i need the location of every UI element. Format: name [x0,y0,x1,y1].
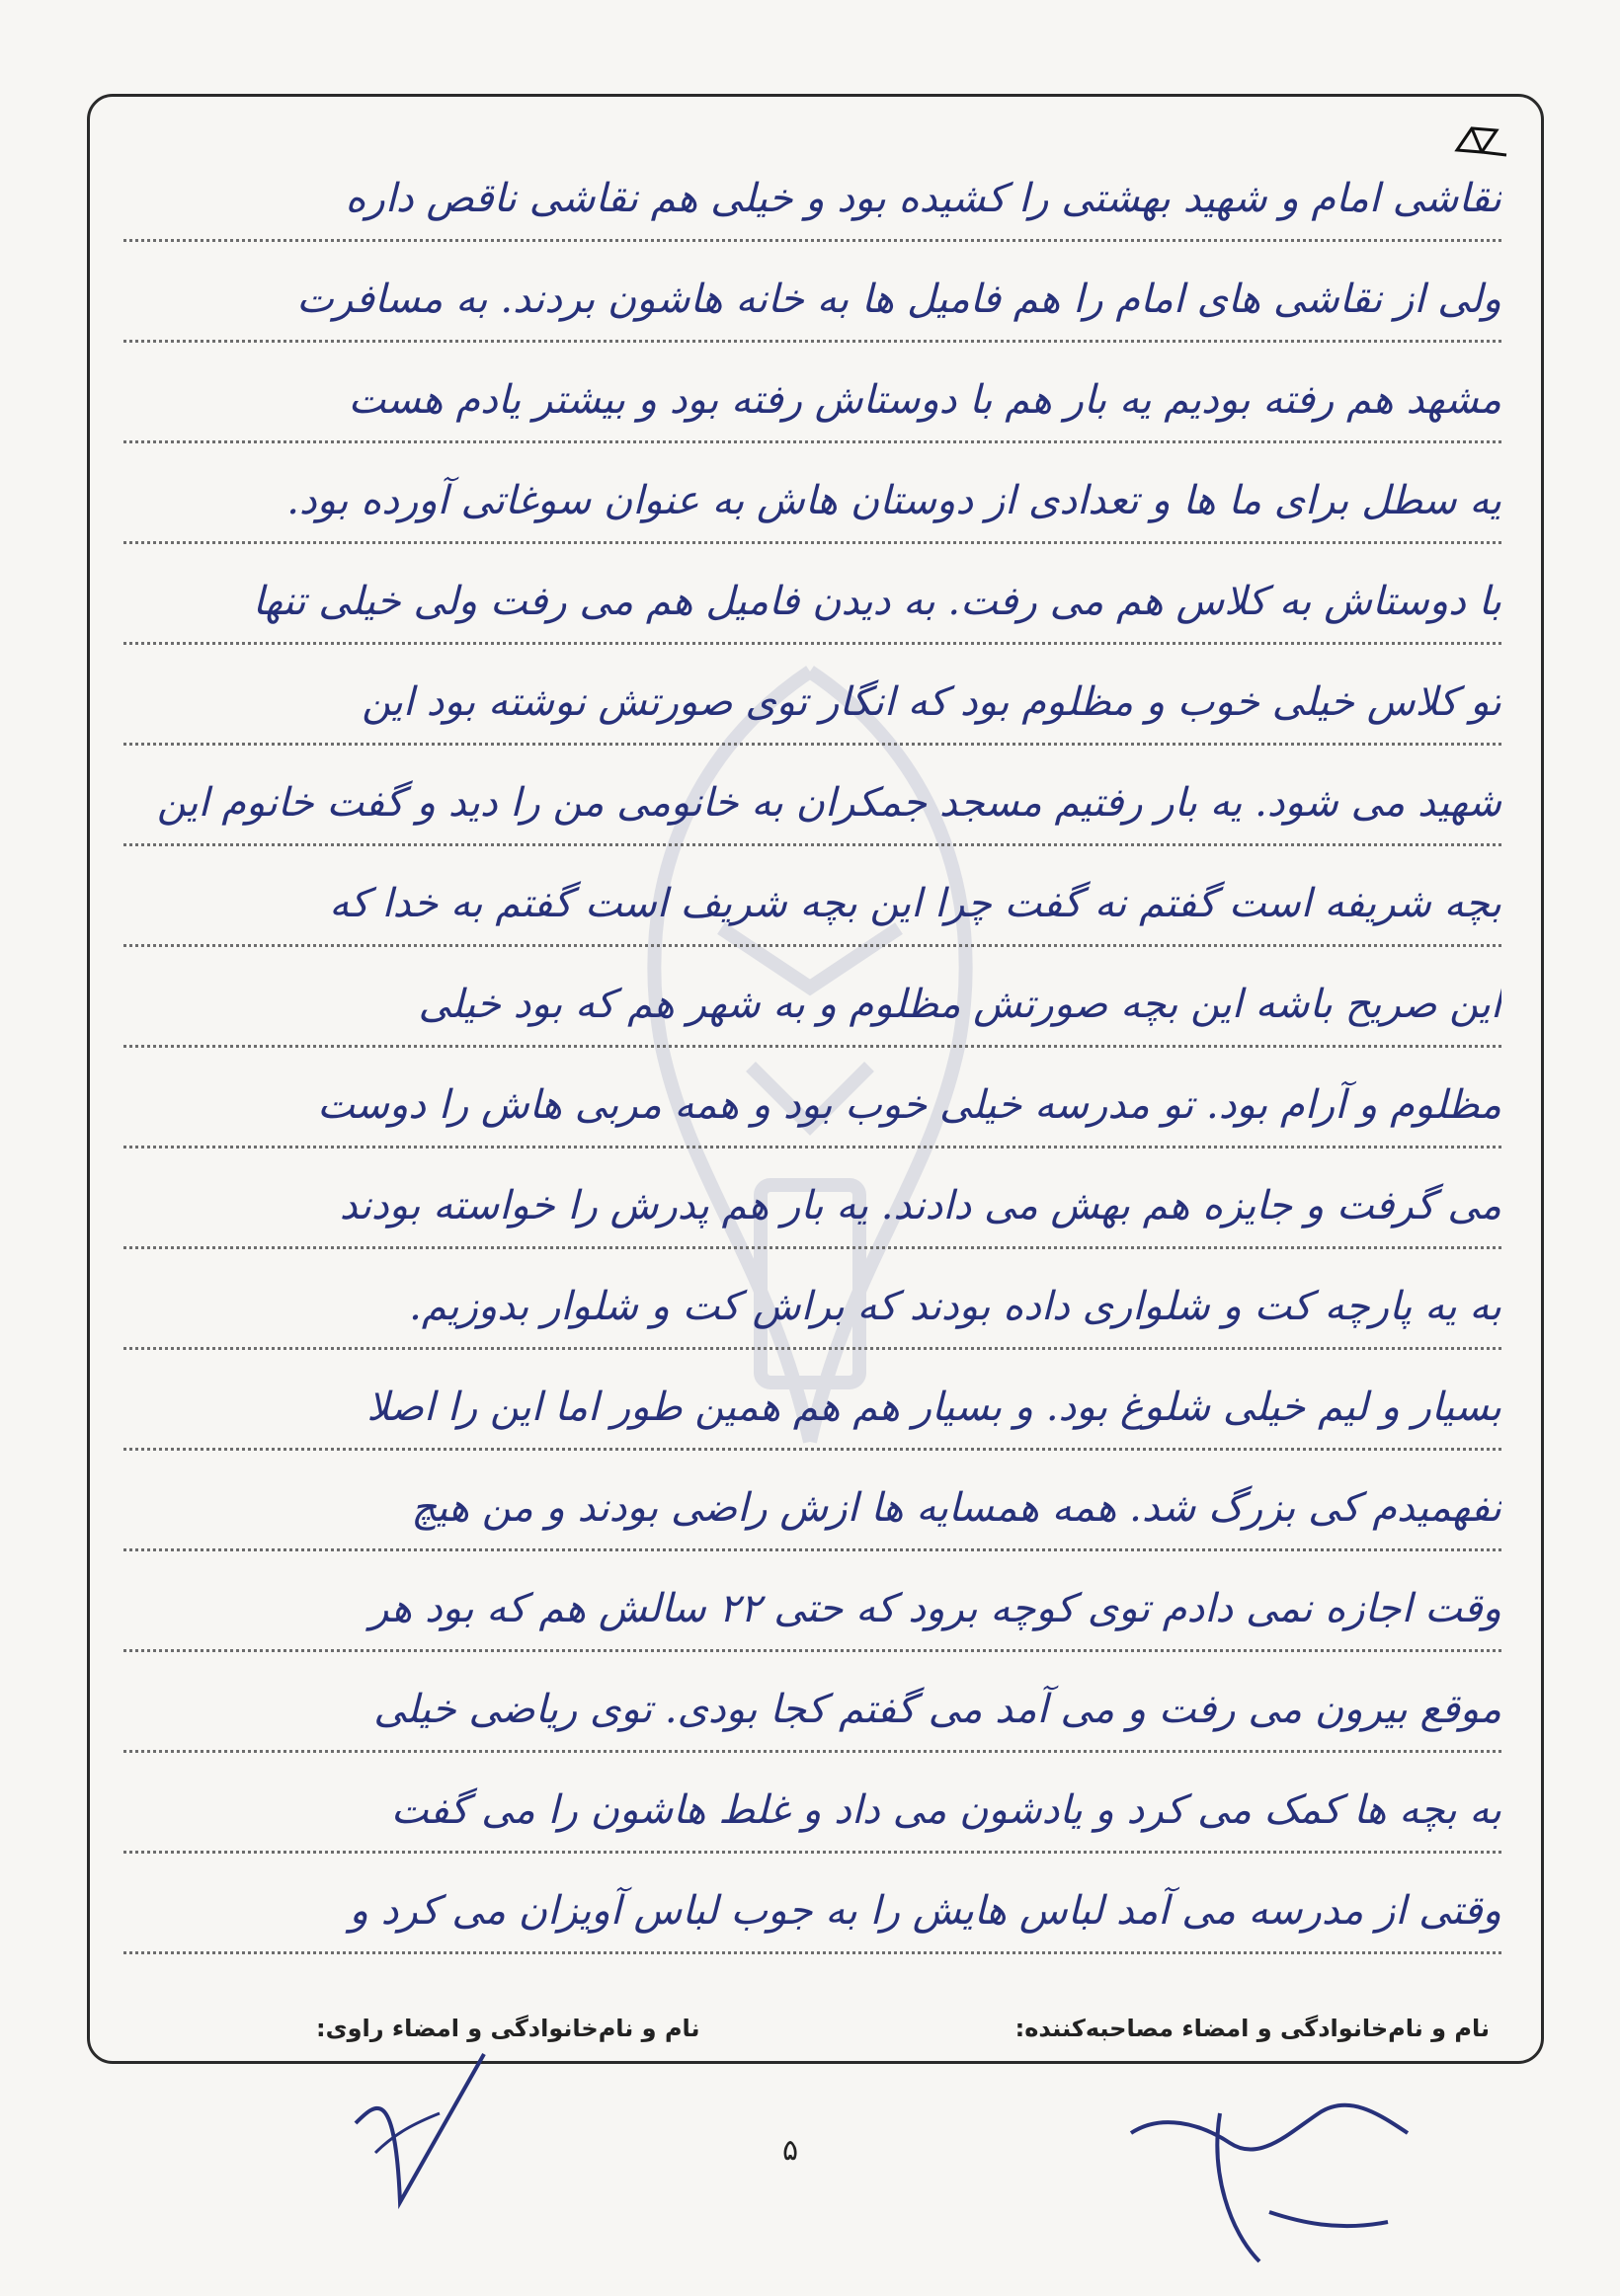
text-line [123,1067,1501,1148]
line-text: به یه پارچه کت و شلواری داده بودند که براش کت و شلوار بدوزیم. [409,1284,1501,1329]
interviewer-signature [1121,2074,1418,2271]
line-text: مشهد هم رفته بودیم یه بار هم با دوستاش رفته بود و بیشتر یادم هست [348,377,1501,423]
line-text: موقع بیرون می رفت و می آمد می گفتم کجا بودی. توی ریاضی خیلی [373,1687,1501,1732]
line-text: می گرفت و جایزه هم بهش می دادند. یه بار هم پدرش را خواسته بودند [339,1183,1501,1228]
line-text: این صریح باشه این بچه صورتش مظلوم و به شهر هم که بود خیلی [418,982,1501,1027]
text-line [123,966,1501,1048]
page-number: ۵ [781,2133,799,2168]
line-text: به بچه ها کمک می کرد و یادشون می داد و غلط هاشون را می گفت [390,1787,1501,1833]
text-line [123,160,1501,242]
handwritten-lines [123,160,1501,1987]
text-line [123,1570,1501,1652]
line-text: نقاشی امام و شهید بهشتی را کشیده بود و خیلی هم نقاشی ناقص داره [345,176,1501,221]
text-line [123,764,1501,846]
line-text: یه سطل برای ما ها و تعدادی از دوستان هاش به عنوان سوغاتی آورده بود. [286,478,1501,523]
line-text: تو کلاس خیلی خوب و مظلوم بود که انگار توی صورتش نوشته بود این [362,679,1501,725]
narrator-signature-label: نام و نام‌خانوادگی و امضاء راوی: [316,2015,700,2042]
line-text: بسیار و لیم خیلی شلوغ بود. و بسیار هم هم همین طور اما این را اصلا [366,1385,1501,1430]
interviewer-signature-label: نام و نام‌خانوادگی و امضاء مصاحبه‌کننده: [1014,2015,1490,2042]
line-text: شهید می شود. یه بار رفتیم مسجد جمکران به خانومی من را دید و گفت خانوم این [156,780,1501,826]
text-line [123,1369,1501,1451]
text-line [123,1268,1501,1350]
narrator-signature [346,2044,494,2222]
text-line [123,563,1501,645]
line-text: ولی از نقاشی های امام را هم فامیل ها به خانه هاشون بردند. به مسافرت [296,277,1501,322]
line-text: با دوستاش به کلاس هم می رفت. به دیدن فامیل هم می رفت ولی خیلی تنها [252,579,1501,624]
line-text: وقت اجازه نمی دادم توی کوچه برود که حتی ۲۲ سالش هم که بود هر [369,1586,1501,1631]
text-line [123,261,1501,343]
text-line [123,865,1501,947]
text-line [123,1671,1501,1753]
line-text: بچه شریفه است گفتم نه گفت چرا این بچه شریف است گفتم به خدا که [329,881,1501,926]
text-line [123,361,1501,443]
text-line [123,1772,1501,1854]
text-line [123,1872,1501,1954]
line-text: مظلوم و آرام بود. تو مدرسه خیلی خوب بود و همه مربی هاش را دوست [317,1082,1501,1128]
text-line [123,664,1501,746]
text-line [123,1167,1501,1249]
line-text: وقتی از مدرسه می آمد لباس هایش را به جوب لباس آویزان می کرد و [349,1888,1501,1934]
text-line [123,462,1501,544]
line-text: نفهمیدم کی بزرگ شد. همه همسایه ها ازش راضی بودند و من هیچ [411,1485,1501,1531]
text-line [123,1469,1501,1551]
pen-icon [1452,120,1511,160]
